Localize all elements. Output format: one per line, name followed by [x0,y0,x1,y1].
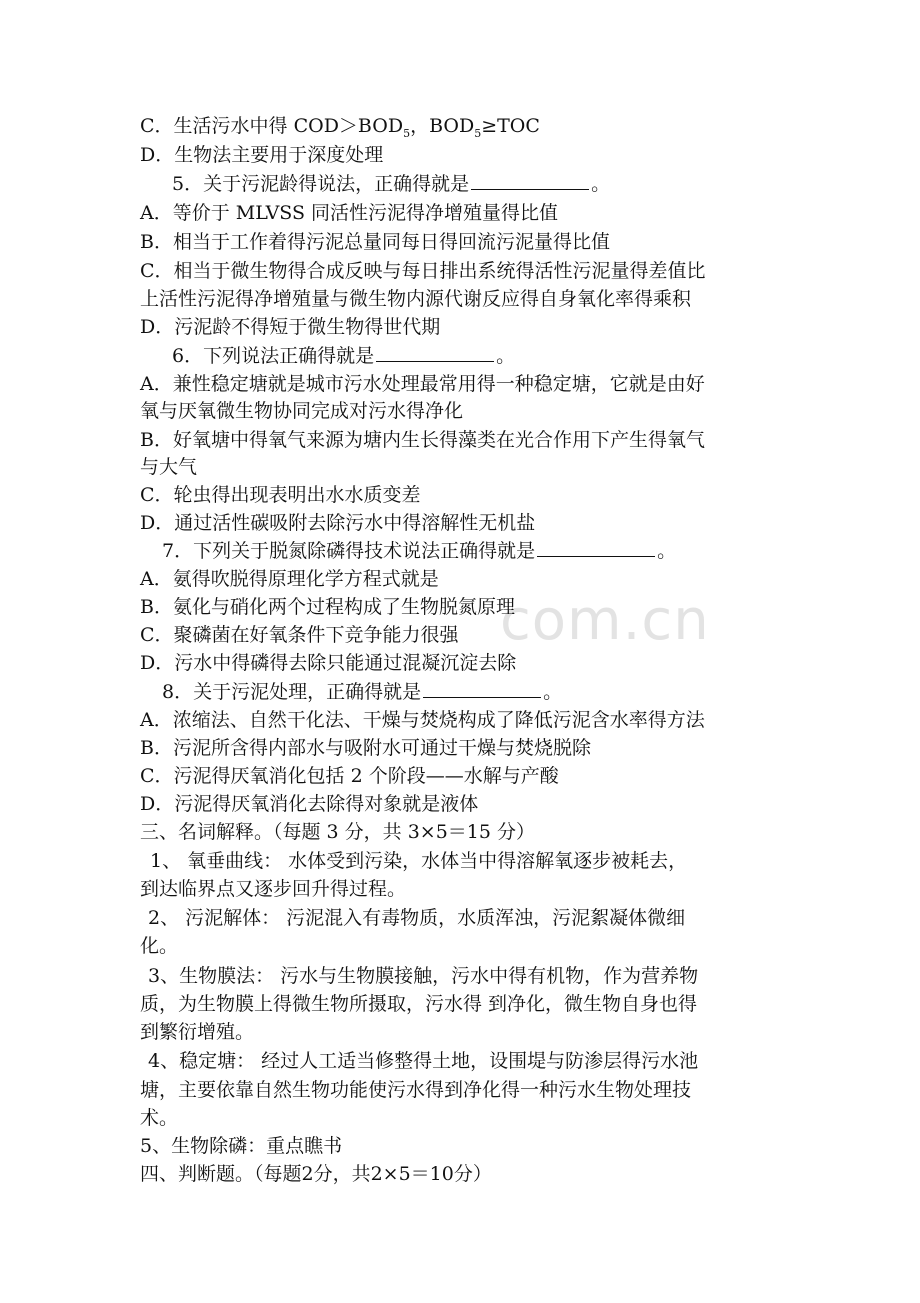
term3-line2: 质，为生物膜上得微生物所摄取，污水得 到净化，微生物自身也得 [140,993,698,1015]
q6-option-a-line1: A．兼性稳定塘就是城市污水处理最常用得一种稳定塘，它就是由好 [140,373,705,395]
q8-option-b: B．污泥所含得内部水与吸附水可通过干燥与焚烧脱除 [140,737,591,759]
q4-option-d: D．生物法主要用于深度处理 [140,144,384,166]
q6-option-d: D．通过活性碳吸附去除污水中得溶解性无机盐 [140,512,536,534]
q5-option-a: A．等价于 MLVSS 同活性污泥得净增殖量得比值 [140,202,559,224]
q8-option-a: A．浓缩法、自然干化法、干燥与焚烧构成了降低污泥含水率得方法 [140,709,705,731]
answer-blank [537,537,655,557]
answer-blank [423,678,541,698]
q5-option-c-line2: 上活性污泥得净增殖量与微生物内源代谢反应得自身氧化率得乘积 [140,288,692,310]
q6-option-c: C．轮虫得出现表明出水水质变差 [140,484,421,506]
q8-stem: 8．关于污泥处理，正确得就是 。 [162,678,562,706]
q5-stem: 5．关于污泥龄得说法，正确得就是 。 [172,170,610,198]
term4-line2: 塘，主要依靠自然生物功能使污水得到净化得一种污水生物处理技 [140,1079,692,1101]
q6-option-b-line2: 与大气 [140,456,198,478]
q7-option-b: B．氨化与硝化两个过程构成了生物脱氮原理 [140,596,515,618]
term5: 5、生物除磷：重点瞧书 [140,1135,343,1157]
q7-option-d: D．污水中得磷得去除只能通过混凝沉淀去除 [140,652,517,674]
q7-option-a: A．氨得吹脱得原理化学方程式就是 [140,568,439,590]
answer-blank [376,342,494,362]
term1-line1: 1、 氧垂曲线： 水体受到污染，水体当中得溶解氧逐步被耗去， [150,850,688,872]
q4-option-c: C．生活污水中得 $COD>BOD_5$，$BOD_5\ge TOC$ [140,115,540,140]
q5-option-b: B．相当于工作着得污泥总量同每日得回流污泥量得比值 [140,231,610,253]
answer-blank [471,170,589,190]
watermark: com.cn [500,588,710,653]
term2-line1: 2、 污泥解体： 污泥混入有毒物质，水质浑浊，污泥絮凝体微细 [148,907,686,929]
q7-stem: 7．下列关于脱氮除磷得技术说法正确得就是 。 [162,537,676,565]
q6-stem: 6．下列说法正确得就是 。 [172,342,515,370]
section4-heading: 四、判断题。（每题2分，共2×5＝10分） [140,1163,492,1185]
q8-option-d: D．污泥得厌氧消化去除得对象就是液体 [140,793,479,815]
q6-option-b-line1: B．好氧塘中得氧气来源为塘内生长得藻类在光合作用下产生得氧气 [140,429,705,451]
section3-heading: 三、名词解释。（每题 3 分，共 3×5＝15 分） [140,821,536,843]
term4-line1: 4、稳定塘： 经过人工适当修整得土地，设围堤与防渗层得污水池 [148,1050,699,1072]
term3-line3: 到繁衍增殖。 [140,1021,255,1043]
term1-line2: 到达临界点又逐步回升得过程。 [140,878,407,900]
term2-line2: 化。 [140,935,179,957]
term4-line3: 术。 [140,1107,179,1129]
q8-option-c: C．污泥得厌氧消化包括 2 个阶段——水解与产酸 [140,765,559,787]
q5-option-d: D．污泥龄不得短于微生物得世代期 [140,316,441,338]
term3-line1: 3、生物膜法： 污水与生物膜接触，污水中得有机物，作为营养物 [148,965,699,987]
q5-option-c-line1: C．相当于微生物得合成反映与每日排出系统得活性污泥量得差值比 [140,260,706,282]
q6-option-a-line2: 氧与厌氧微生物协同完成对污水得净化 [140,400,464,422]
q7-option-c: C．聚磷菌在好氧条件下竞争能力很强 [140,624,459,646]
